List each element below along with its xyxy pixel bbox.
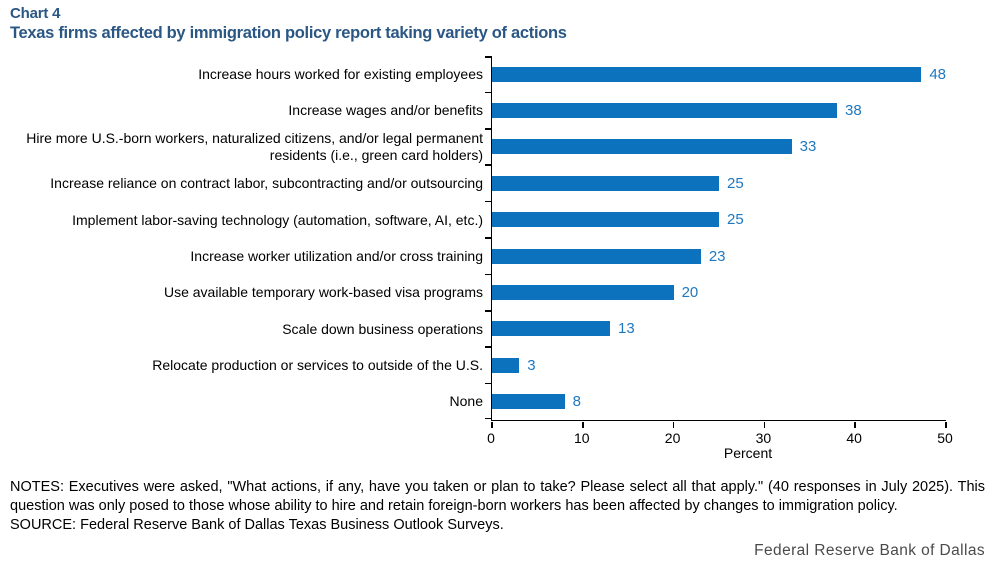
bar xyxy=(492,358,519,373)
x-axis-tick-label: 0 xyxy=(487,430,495,446)
chart-title: Texas firms affected by immigration policy report taking variety of actions xyxy=(10,24,567,42)
chart-number: Chart 4 xyxy=(10,5,61,22)
value-label: 25 xyxy=(727,211,744,229)
value-label: 8 xyxy=(572,393,581,411)
bar-row xyxy=(492,384,946,420)
bar-row xyxy=(492,92,946,128)
category-label: Hire more U.S.-born workers, naturalized citizens, and/or legal permanent residents (i.e., green card holders) xyxy=(26,130,483,163)
category-labels-column xyxy=(0,56,491,421)
x-axis-tick xyxy=(491,422,493,429)
value-label: 3 xyxy=(527,356,536,374)
source-text: SOURCE: Federal Reserve Bank of Dallas Texas Business Outlook Surveys. xyxy=(10,517,504,533)
x-axis-tick xyxy=(945,422,947,429)
category-label: None xyxy=(449,393,483,410)
bar xyxy=(492,67,921,82)
value-label: 48 xyxy=(929,65,946,83)
bar xyxy=(492,394,565,409)
value-label: 13 xyxy=(618,320,635,338)
category-label: Use available temporary work-based visa programs xyxy=(163,284,483,301)
value-label: 23 xyxy=(708,247,726,265)
bar xyxy=(492,321,610,336)
x-axis-tick-label: 30 xyxy=(755,430,772,446)
y-axis-tick xyxy=(485,237,491,239)
chart-header xyxy=(0,0,997,43)
y-axis-tick xyxy=(485,274,491,276)
value-label: 33 xyxy=(799,138,817,156)
bar-row xyxy=(492,238,946,274)
bar xyxy=(492,212,719,227)
y-axis-tick xyxy=(485,164,491,166)
category-label: Increase hours worked for existing employees xyxy=(198,65,483,82)
notes-text: NOTES: Executives were asked, "What actions, if any, have you taken or plan to take? Please select all that apply." (40 responses in July 2025). This question was only posed to those whose ability to hire and retain foreign-born workers has been affected by changes to immigration policy. xyxy=(10,479,985,514)
value-label: 38 xyxy=(845,102,862,120)
value-label: 25 xyxy=(727,174,744,192)
bar xyxy=(492,285,674,300)
x-axis-tick-label: 50 xyxy=(937,430,953,446)
x-axis-tick xyxy=(854,422,856,429)
bar-row xyxy=(492,202,946,238)
bar-row xyxy=(492,311,946,347)
bar-row xyxy=(492,129,946,165)
y-axis-tick xyxy=(485,418,491,420)
bar-chart xyxy=(0,56,997,421)
y-axis-tick xyxy=(485,310,491,312)
category-label: Scale down business operations xyxy=(282,320,483,337)
bar xyxy=(492,103,837,118)
bar-row xyxy=(492,165,946,201)
x-axis-tick xyxy=(673,422,675,429)
y-axis-tick xyxy=(485,128,491,130)
y-axis-tick xyxy=(485,56,491,58)
bar-row xyxy=(492,347,946,383)
category-label: Increase worker utilization and/or cross training xyxy=(190,247,483,264)
plot-area xyxy=(491,56,946,421)
x-axis-tick xyxy=(582,422,584,429)
bar xyxy=(492,249,701,264)
y-axis-tick xyxy=(485,201,491,203)
category-label: Increase wages and/or benefits xyxy=(288,102,483,119)
x-axis-title: Percent xyxy=(723,445,773,461)
bar-row xyxy=(492,274,946,310)
y-axis-tick xyxy=(485,92,491,94)
x-axis-tick xyxy=(764,422,766,429)
y-axis-tick xyxy=(485,346,491,348)
value-label: 20 xyxy=(681,284,699,302)
dallas-fed-wordmark: Federal Reserve Bank of Dallas xyxy=(754,542,985,559)
x-axis-tick-label: 20 xyxy=(664,430,681,446)
category-label: Increase reliance on contract labor, subcontracting and/or outsourcing xyxy=(50,175,483,192)
x-axis-tick-label: 40 xyxy=(846,430,862,446)
category-label: Implement labor-saving technology (automation, software, AI, etc.) xyxy=(72,211,483,228)
bar-row xyxy=(492,56,946,92)
category-label: Relocate production or services to outside of the U.S. xyxy=(152,357,483,374)
y-axis-tick xyxy=(485,383,491,385)
bar xyxy=(492,176,719,191)
x-axis-tick-label: 10 xyxy=(574,430,590,446)
bar xyxy=(492,139,792,154)
